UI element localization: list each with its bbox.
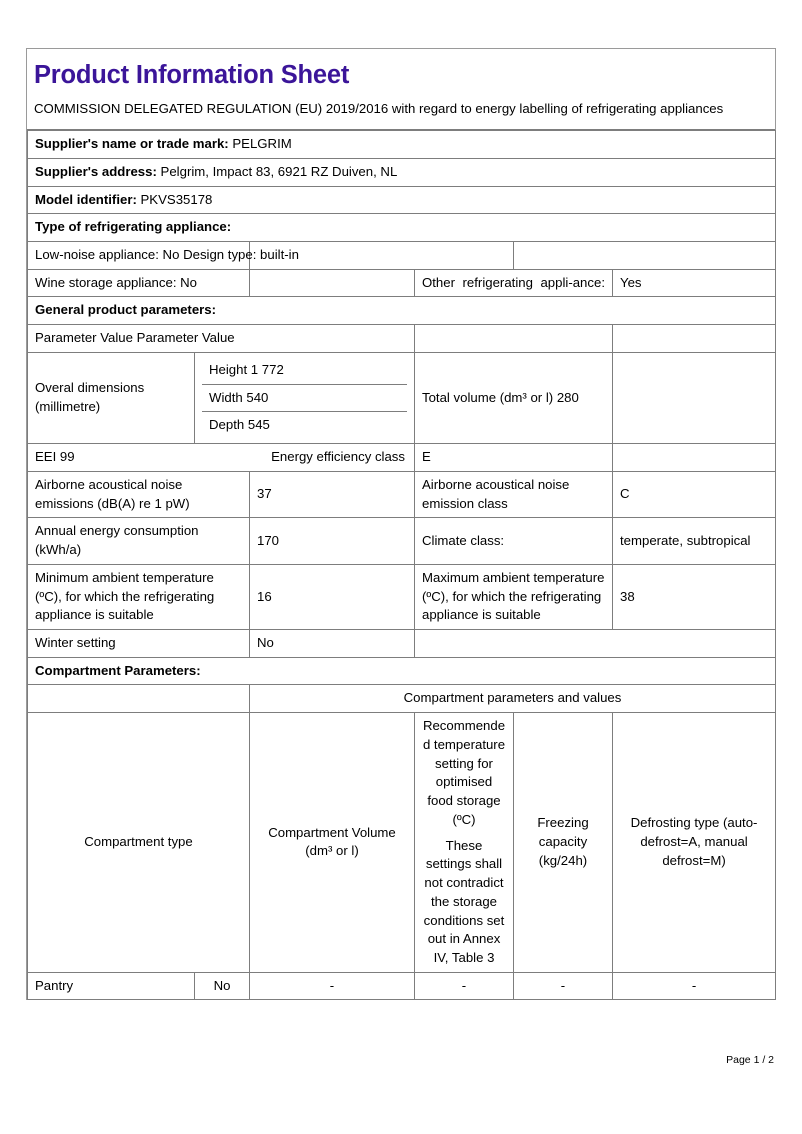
wine-storage-spacer-cell: [250, 269, 415, 297]
supplier-name-row: [28, 131, 776, 159]
supplier-address-cell: [28, 158, 776, 186]
winter-setting-spacer: [415, 630, 776, 658]
model-identifier-cell: [28, 186, 776, 214]
compartment-present-value: No: [195, 972, 250, 1000]
noise-row: [28, 471, 776, 517]
compartment-defrosting-header: Defrosting type (auto-defrost=A, manual defrost=M): [613, 713, 776, 973]
low-noise-spacer-cell-2: [514, 241, 776, 269]
dimension-width-value: 540: [246, 389, 269, 405]
compartment-temperature-value: -: [415, 972, 514, 1000]
general-parameters-heading-row: [28, 297, 776, 325]
winter-setting-value: No: [250, 630, 415, 658]
compartment-group-header-row: [28, 685, 776, 713]
winter-setting-label: Winter setting: [28, 630, 250, 658]
product-data-table: [27, 130, 776, 1000]
general-parameters-heading: General product parameters:: [28, 297, 776, 325]
dimensions-subtable-cell: [195, 352, 415, 443]
regulation-subtitle: COMMISSION DELEGATED REGULATION (EU) 2019/2016 with regard to energy labelling of refrigerating appliances: [34, 101, 724, 117]
low-noise-cell: [28, 241, 299, 269]
dimension-height-name: Height: [209, 361, 248, 377]
winter-setting-row: [28, 630, 776, 658]
page-title: Product Information Sheet: [34, 61, 350, 89]
column-legend-text: Parameter Value Parameter Value: [35, 330, 235, 346]
compartment-parameters-heading-row: [28, 657, 776, 685]
noise-class-value: C: [613, 471, 776, 517]
eei-row: [28, 444, 776, 472]
dimension-depth: [202, 412, 407, 439]
appliance-type-heading-row: [28, 214, 776, 242]
climate-class-label: Climate class:: [415, 518, 613, 564]
column-legend-spacer: [415, 325, 613, 353]
max-temperature-value: 38: [613, 564, 776, 629]
noise-label: Airborne acoustical noise emissions (dB(A) re 1 pW): [28, 471, 250, 517]
supplier-address-value: Pelgrim, Impact 83, 6921 RZ Duiven, NL: [160, 163, 398, 179]
dimension-height: [202, 357, 407, 384]
eei-cell: [28, 444, 415, 472]
dimension-height-value: 1 772: [250, 361, 284, 377]
max-temperature-label: Maximum ambient temperature (ºC), for which the refrigerating appliance is suitable: [415, 564, 613, 629]
appliance-type-heading: Type of refrigerating appliance:: [28, 214, 776, 242]
compartment-type-value: Pantry: [28, 972, 195, 1000]
dimension-width-name: Width: [209, 389, 243, 405]
compartment-volume-value: -: [250, 972, 415, 1000]
supplier-address-label: Supplier's address:: [35, 163, 157, 179]
noise-class-label: Airborne acoustical noise emission class: [415, 471, 613, 517]
annual-energy-label: Annual energy consumption (kWh/a): [28, 518, 250, 564]
compartment-defrosting-value: -: [613, 972, 776, 1000]
dimension-row-height: [202, 357, 407, 384]
dimension-depth-value: 545: [247, 417, 270, 433]
compartment-freezing-header: Freezing capacity (kg/24h): [514, 713, 613, 973]
min-temperature-row: [28, 564, 776, 629]
compartment-type-header: Compartment type: [28, 713, 250, 973]
compartment-temperature-header-main: Recommended temperature setting for optimised food storage (ºC): [422, 718, 506, 827]
supplier-name-label: Supplier's name or trade mark:: [35, 136, 229, 152]
eei-spacer: [613, 444, 776, 472]
eei-class-label: Energy efficiency class: [271, 449, 405, 465]
page-footer: Page 1 / 2: [726, 1054, 774, 1066]
total-volume-spacer: [613, 352, 776, 443]
table-row: [28, 972, 776, 1000]
annual-energy-row: [28, 518, 776, 564]
wine-storage-row: [28, 269, 776, 297]
wine-storage-label-cell: Wine storage appliance: No: [28, 269, 250, 297]
column-legend-cell: [28, 325, 415, 353]
total-volume-cell: Total volume (dm³ or l) 280: [415, 352, 613, 443]
supplier-name-value: PELGRIM: [232, 136, 292, 152]
compartment-group-header: Compartment parameters and values: [250, 685, 776, 713]
annual-energy-value: 170: [250, 518, 415, 564]
model-identifier-row: [28, 186, 776, 214]
compartment-volume-header: Compartment Volume (dm³ or l): [250, 713, 415, 973]
compartment-temperature-header-note: These settings shall not contradict the storage conditions set out in Annex IV, Table 3: [423, 837, 505, 966]
eei-label: EEI 99: [35, 449, 75, 465]
supplier-address-row: [28, 158, 776, 186]
low-noise-row: [28, 241, 776, 269]
compartment-group-header-spacer: [28, 685, 250, 713]
min-temperature-label: Minimum ambient temperature (ºC), for which the refrigerating appliance is suitable: [28, 564, 250, 629]
climate-class-value: temperate, subtropical: [613, 518, 776, 564]
compartment-parameters-heading: Compartment Parameters:: [28, 657, 776, 685]
document-header: [27, 49, 775, 130]
supplier-name-cell: [28, 131, 776, 159]
model-identifier-value: PKVS35178: [140, 191, 213, 207]
dimension-row-width: [202, 384, 407, 412]
column-legend-spacer-2: [613, 325, 776, 353]
compartment-temperature-header: [415, 713, 514, 973]
noise-value: 37: [250, 471, 415, 517]
other-appliance-label: Other refrigerating appli-ance:: [415, 269, 613, 297]
column-legend-row: [28, 325, 776, 353]
dimensions-row: [28, 352, 776, 443]
eei-class-value: E: [415, 444, 613, 472]
other-appliance-value: Yes: [613, 269, 776, 297]
dimension-depth-name: Depth: [209, 417, 245, 433]
dimension-row-depth: [202, 412, 407, 439]
low-noise-text: Low-noise appliance: No Design type: built-in: [35, 246, 299, 262]
dimensions-subtable: [202, 357, 407, 439]
product-information-sheet-page: [26, 48, 776, 1000]
compartment-column-header-row: [28, 713, 776, 973]
model-identifier-label: Model identifier:: [35, 191, 137, 207]
compartment-freezing-value: -: [514, 972, 613, 1000]
min-temperature-value: 16: [250, 564, 415, 629]
dimension-width: [202, 384, 407, 412]
dimensions-label: Overal dimensions (millimetre): [28, 352, 195, 443]
